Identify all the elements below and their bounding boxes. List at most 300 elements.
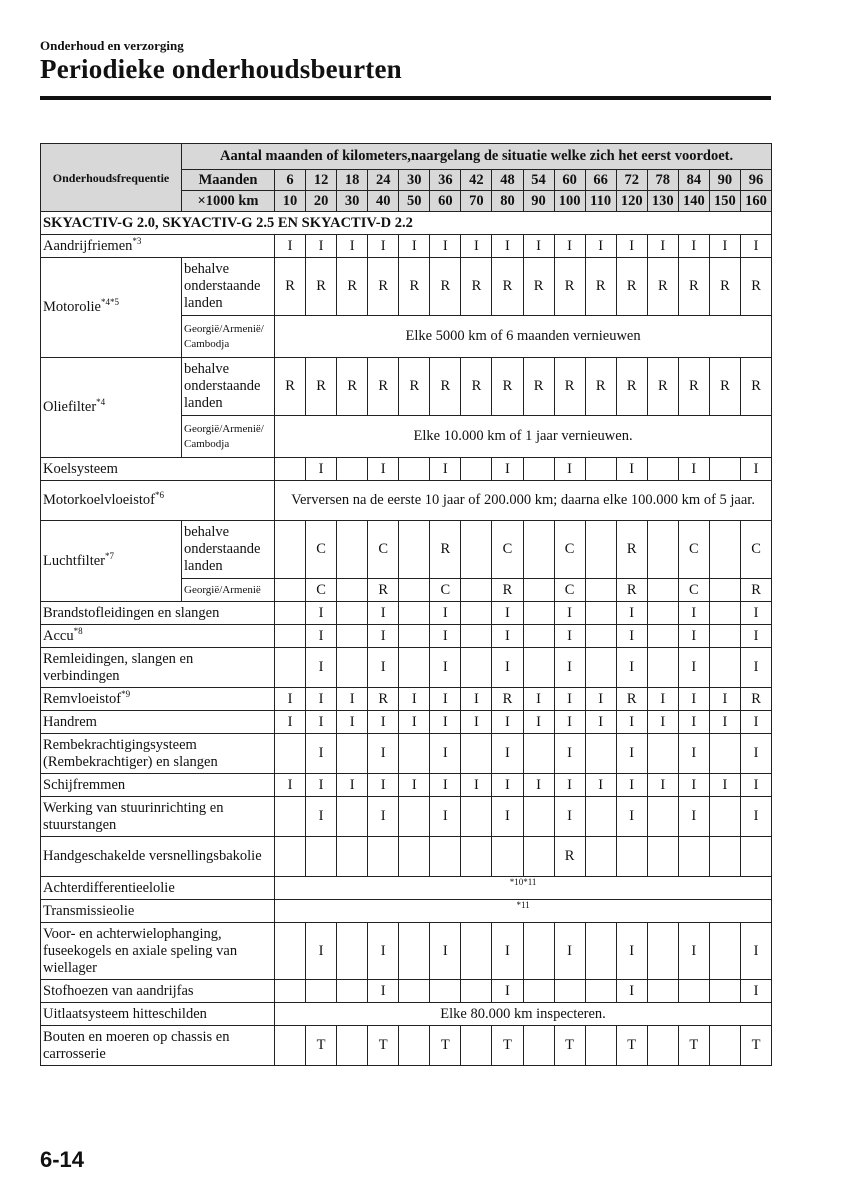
schedule-cell: I [740, 774, 771, 797]
schedule-cell: C [306, 521, 337, 579]
schedule-cell: I [492, 980, 523, 1003]
schedule-cell: I [647, 711, 678, 734]
km-header: 70 [461, 191, 492, 212]
schedule-cell: T [740, 1026, 771, 1066]
schedule-cell: C [554, 521, 585, 579]
schedule-cell: I [337, 711, 368, 734]
schedule-cell: R [430, 258, 461, 316]
item-label [41, 923, 275, 980]
sub-label: behalve onderstaande landen [182, 358, 275, 416]
sub-label: Georgië/Armenië [182, 579, 275, 602]
item-label [41, 481, 275, 521]
schedule-cell: I [678, 688, 709, 711]
item-label-text: Rembekrachtigingsysteem (Rembekrachtiger) en slangen [43, 736, 218, 770]
schedule-cell: I [616, 458, 647, 481]
km-header: 40 [368, 191, 399, 212]
schedule-cell [647, 625, 678, 648]
schedule-cell [585, 602, 616, 625]
schedule-cell [461, 734, 492, 774]
schedule-cell: I [616, 923, 647, 980]
item-label [41, 688, 275, 711]
schedule-cell: R [306, 258, 337, 316]
sub-label: Georgië/Armenië/ Cambodja [182, 316, 275, 358]
schedule-cell: I [430, 458, 461, 481]
schedule-cell [585, 734, 616, 774]
schedule-cell: I [709, 235, 740, 258]
schedule-cell: I [368, 980, 399, 1003]
schedule-cell [337, 579, 368, 602]
schedule-cell [709, 579, 740, 602]
schedule-cell [709, 625, 740, 648]
schedule-cell [337, 980, 368, 1003]
schedule-cell [275, 923, 306, 980]
item-label-text: Motorolie [43, 299, 101, 315]
schedule-cell: I [740, 235, 771, 258]
schedule-cell: I [306, 235, 337, 258]
schedule-cell: I [368, 774, 399, 797]
schedule-cell: T [430, 1026, 461, 1066]
schedule-cell: I [492, 774, 523, 797]
month-header: 54 [523, 170, 554, 191]
schedule-cell [275, 1026, 306, 1066]
schedule-cell [647, 1026, 678, 1066]
schedule-cell: I [647, 235, 678, 258]
schedule-cell: I [275, 774, 306, 797]
km-header: 120 [616, 191, 647, 212]
schedule-cell: R [585, 358, 616, 416]
sub-label: behalve onderstaande landen [182, 258, 275, 316]
schedule-cell [585, 648, 616, 688]
schedule-cell [647, 980, 678, 1003]
schedule-cell: I [740, 734, 771, 774]
schedule-cell [647, 602, 678, 625]
interval-note: *11 [275, 900, 772, 923]
month-header: 66 [585, 170, 616, 191]
schedule-cell: I [678, 625, 709, 648]
item-label [41, 797, 275, 837]
schedule-cell [337, 625, 368, 648]
schedule-cell: I [709, 688, 740, 711]
month-header: 42 [461, 170, 492, 191]
section-label: Onderhoud en verzorging [40, 38, 184, 53]
schedule-cell: I [740, 625, 771, 648]
schedule-cell [709, 521, 740, 579]
schedule-cell [337, 797, 368, 837]
maintenance-table-wrap [40, 143, 771, 1066]
schedule-cell: I [461, 235, 492, 258]
km-header: 140 [678, 191, 709, 212]
item-label [41, 711, 275, 734]
schedule-cell [709, 458, 740, 481]
schedule-cell: I [709, 774, 740, 797]
schedule-cell [275, 602, 306, 625]
schedule-cell [337, 458, 368, 481]
schedule-cell: I [337, 688, 368, 711]
schedule-cell: I [430, 734, 461, 774]
km-label: ×1000 km [182, 191, 275, 212]
schedule-cell [523, 648, 554, 688]
schedule-cell [399, 458, 430, 481]
item-label-text: Bouten en moeren op chassis en carrosserie [43, 1028, 230, 1062]
footnote-ref: *8 [73, 625, 83, 636]
schedule-cell [523, 1026, 554, 1066]
item-label [41, 774, 275, 797]
schedule-cell: I [368, 458, 399, 481]
item-label-text: Handgeschakelde versnellingsbakolie [43, 848, 262, 864]
schedule-cell [709, 837, 740, 877]
schedule-cell [461, 923, 492, 980]
schedule-cell [337, 602, 368, 625]
maintenance-table [40, 143, 772, 1066]
schedule-cell [585, 1026, 616, 1066]
schedule-cell: C [678, 521, 709, 579]
schedule-cell [399, 734, 430, 774]
header-title: Aantal maanden of kilometers,naargelang de situatie welke zich het eerst voordoet. [182, 144, 772, 170]
schedule-cell [585, 837, 616, 877]
schedule-cell: C [306, 579, 337, 602]
schedule-cell: R [523, 358, 554, 416]
schedule-cell: I [492, 458, 523, 481]
schedule-cell [399, 521, 430, 579]
schedule-cell: I [740, 797, 771, 837]
month-header: 30 [399, 170, 430, 191]
schedule-cell: I [430, 688, 461, 711]
schedule-cell [585, 797, 616, 837]
schedule-cell: C [740, 521, 771, 579]
schedule-cell: C [678, 579, 709, 602]
schedule-cell: R [709, 258, 740, 316]
month-header: 18 [337, 170, 368, 191]
schedule-cell: T [616, 1026, 647, 1066]
schedule-cell: I [678, 458, 709, 481]
schedule-cell: I [430, 625, 461, 648]
schedule-cell: I [647, 774, 678, 797]
interval-note: *10*11 [275, 877, 772, 900]
schedule-cell: I [306, 602, 337, 625]
sub-label: behalve onderstaande landen [182, 521, 275, 579]
schedule-cell: R [492, 579, 523, 602]
schedule-cell: R [647, 358, 678, 416]
schedule-cell: R [368, 688, 399, 711]
footnote-ref: *4 [96, 397, 106, 408]
schedule-cell: I [275, 235, 306, 258]
title-rule [40, 96, 771, 100]
schedule-cell: I [616, 980, 647, 1003]
km-header: 100 [554, 191, 585, 212]
item-label-text: Aandrijfriemen [43, 237, 133, 254]
schedule-cell [461, 602, 492, 625]
schedule-cell: R [461, 358, 492, 416]
schedule-cell: R [492, 358, 523, 416]
schedule-cell: R [678, 258, 709, 316]
km-header: 50 [399, 191, 430, 212]
km-header: 110 [585, 191, 616, 212]
schedule-cell: I [461, 688, 492, 711]
schedule-cell: R [492, 258, 523, 316]
footnote-ref: *9 [121, 688, 131, 699]
footnote-ref: *3 [132, 235, 142, 246]
item-label-text: Handrem [43, 713, 97, 730]
month-header: 60 [554, 170, 585, 191]
schedule-cell: R [368, 258, 399, 316]
schedule-cell: I [368, 625, 399, 648]
schedule-cell [337, 521, 368, 579]
schedule-cell [337, 734, 368, 774]
schedule-cell: R [430, 521, 461, 579]
schedule-cell [523, 579, 554, 602]
schedule-cell: I [616, 625, 647, 648]
item-label-text: Motorkoelvloeistof [43, 492, 155, 508]
sub-label: Georgië/Armenië/ Cambodja [182, 416, 275, 458]
schedule-cell: I [678, 648, 709, 688]
item-label [41, 877, 275, 900]
schedule-cell: R [740, 688, 771, 711]
schedule-cell [399, 602, 430, 625]
schedule-cell: I [678, 711, 709, 734]
schedule-cell: R [585, 258, 616, 316]
schedule-cell: I [306, 625, 337, 648]
schedule-cell: I [430, 923, 461, 980]
schedule-cell [492, 837, 523, 877]
schedule-cell [275, 458, 306, 481]
schedule-cell: I [554, 774, 585, 797]
schedule-cell [306, 980, 337, 1003]
schedule-cell [647, 579, 678, 602]
schedule-cell [709, 602, 740, 625]
item-label [41, 358, 182, 458]
item-label-text: Stofhoezen van aandrijfas [43, 982, 194, 999]
km-header: 130 [647, 191, 678, 212]
schedule-cell: I [306, 923, 337, 980]
schedule-cell: R [554, 837, 585, 877]
schedule-cell: R [337, 258, 368, 316]
schedule-cell: I [554, 458, 585, 481]
schedule-cell: I [740, 648, 771, 688]
schedule-cell: I [492, 648, 523, 688]
schedule-cell: I [368, 711, 399, 734]
schedule-cell: R [740, 258, 771, 316]
schedule-cell [461, 837, 492, 877]
month-header: 24 [368, 170, 399, 191]
schedule-cell: I [554, 923, 585, 980]
schedule-cell: I [523, 711, 554, 734]
schedule-cell: I [368, 734, 399, 774]
schedule-cell [523, 797, 554, 837]
schedule-cell: I [430, 774, 461, 797]
item-label [41, 521, 182, 602]
schedule-cell [709, 797, 740, 837]
schedule-cell: T [492, 1026, 523, 1066]
month-header: 96 [740, 170, 771, 191]
km-header: 150 [709, 191, 740, 212]
schedule-cell [647, 458, 678, 481]
schedule-cell [523, 521, 554, 579]
schedule-cell: R [368, 579, 399, 602]
schedule-cell: R [616, 358, 647, 416]
interval-note: Elke 10.000 km of 1 jaar vernieuwen. [275, 416, 772, 458]
schedule-cell [275, 734, 306, 774]
schedule-cell [709, 1026, 740, 1066]
schedule-cell: I [616, 734, 647, 774]
schedule-cell: I [430, 648, 461, 688]
schedule-cell: C [430, 579, 461, 602]
schedule-cell: I [740, 458, 771, 481]
item-label-text: Accu [43, 627, 74, 644]
item-label-text: Remvloeistof [43, 690, 122, 707]
item-label-text: Uitlaatsysteem hitteschilden [43, 1005, 207, 1022]
schedule-cell: T [678, 1026, 709, 1066]
km-header: 30 [337, 191, 368, 212]
interval-note: Elke 80.000 km inspecteren. [275, 1003, 772, 1026]
schedule-cell [275, 797, 306, 837]
item-label [41, 1026, 275, 1066]
schedule-cell [461, 458, 492, 481]
schedule-cell [461, 521, 492, 579]
schedule-cell: I [554, 648, 585, 688]
schedule-cell: I [678, 734, 709, 774]
schedule-cell: R [461, 258, 492, 316]
schedule-cell: R [616, 579, 647, 602]
schedule-cell: R [492, 688, 523, 711]
schedule-cell [585, 458, 616, 481]
schedule-cell [275, 837, 306, 877]
schedule-cell: I [368, 797, 399, 837]
schedule-cell: I [430, 711, 461, 734]
schedule-cell [647, 734, 678, 774]
engine-section-title: SKYACTIV-G 2.0, SKYACTIV-G 2.5 EN SKYACTIV-D 2.2 [41, 212, 772, 235]
schedule-cell: I [740, 923, 771, 980]
item-label-text: Koelsysteem [43, 460, 118, 477]
schedule-cell: I [492, 797, 523, 837]
schedule-cell: I [554, 602, 585, 625]
schedule-cell: I [492, 923, 523, 980]
schedule-cell: I [368, 235, 399, 258]
item-label-text: Luchtfilter [43, 552, 106, 569]
schedule-cell: C [554, 579, 585, 602]
schedule-cell [399, 625, 430, 648]
schedule-cell [523, 625, 554, 648]
schedule-cell: T [306, 1026, 337, 1066]
schedule-cell: I [616, 602, 647, 625]
schedule-cell [523, 602, 554, 625]
schedule-cell [461, 797, 492, 837]
month-header: 12 [306, 170, 337, 191]
km-header: 160 [740, 191, 771, 212]
schedule-cell [709, 980, 740, 1003]
schedule-cell: R [647, 258, 678, 316]
item-label-text: Achterdifferentieelolie [43, 879, 175, 896]
schedule-cell: I [306, 688, 337, 711]
schedule-cell [399, 980, 430, 1003]
page-title: Periodieke onderhoudsbeurten [40, 54, 402, 84]
item-label [41, 625, 275, 648]
item-label-text: Schijfremmen [43, 776, 126, 793]
schedule-cell [709, 734, 740, 774]
schedule-cell: I [306, 648, 337, 688]
km-header: 80 [492, 191, 523, 212]
schedule-cell: I [740, 711, 771, 734]
item-label-text: Voor- en achterwielophanging, fuseekogels en axiale speling van wiellager [43, 925, 238, 976]
schedule-cell: I [585, 688, 616, 711]
schedule-cell: I [275, 688, 306, 711]
schedule-cell: I [368, 648, 399, 688]
schedule-cell [399, 923, 430, 980]
footnote-ref: *7 [105, 550, 115, 561]
schedule-cell: C [492, 521, 523, 579]
item-label-text: Brandstofleidingen en slangen [43, 604, 220, 621]
month-header: 36 [430, 170, 461, 191]
schedule-cell [585, 579, 616, 602]
schedule-cell: I [430, 797, 461, 837]
schedule-cell [399, 648, 430, 688]
month-header: 78 [647, 170, 678, 191]
footnote-ref: *4*5 [101, 297, 119, 308]
schedule-cell [647, 797, 678, 837]
month-header: 6 [275, 170, 306, 191]
schedule-cell [399, 797, 430, 837]
schedule-cell: I [492, 235, 523, 258]
schedule-cell [399, 837, 430, 877]
schedule-cell: R [523, 258, 554, 316]
item-label-text: Transmissieolie [43, 902, 135, 919]
schedule-cell [523, 458, 554, 481]
schedule-cell: R [399, 358, 430, 416]
schedule-cell [275, 521, 306, 579]
schedule-cell: I [678, 923, 709, 980]
item-label [41, 900, 275, 923]
schedule-cell [337, 1026, 368, 1066]
schedule-cell [430, 980, 461, 1003]
schedule-cell: I [368, 923, 399, 980]
schedule-cell: T [554, 1026, 585, 1066]
schedule-cell [523, 734, 554, 774]
schedule-cell: I [585, 774, 616, 797]
item-label [41, 235, 275, 258]
schedule-cell [554, 980, 585, 1003]
schedule-cell: R [740, 358, 771, 416]
schedule-cell: I [306, 797, 337, 837]
item-label [41, 837, 275, 877]
schedule-cell [275, 579, 306, 602]
schedule-cell: I [306, 734, 337, 774]
schedule-cell: I [399, 235, 430, 258]
schedule-cell [678, 980, 709, 1003]
schedule-cell: R [368, 358, 399, 416]
schedule-cell: R [616, 688, 647, 711]
months-label: Maanden [182, 170, 275, 191]
item-label-text: Oliefilter [43, 399, 97, 415]
item-label [41, 458, 275, 481]
schedule-cell [647, 648, 678, 688]
month-header: 48 [492, 170, 523, 191]
km-header: 20 [306, 191, 337, 212]
month-header: 84 [678, 170, 709, 191]
schedule-cell: I [554, 688, 585, 711]
schedule-cell: I [523, 688, 554, 711]
item-label-text: Werking van stuurinrichting en stuurstangen [43, 799, 224, 833]
schedule-cell: R [306, 358, 337, 416]
schedule-cell: R [678, 358, 709, 416]
schedule-cell [337, 837, 368, 877]
schedule-cell: I [492, 734, 523, 774]
schedule-cell: R [616, 521, 647, 579]
item-label [41, 648, 275, 688]
schedule-cell [647, 837, 678, 877]
schedule-cell: R [337, 358, 368, 416]
schedule-cell: I [616, 235, 647, 258]
km-header: 10 [275, 191, 306, 212]
schedule-cell [461, 648, 492, 688]
